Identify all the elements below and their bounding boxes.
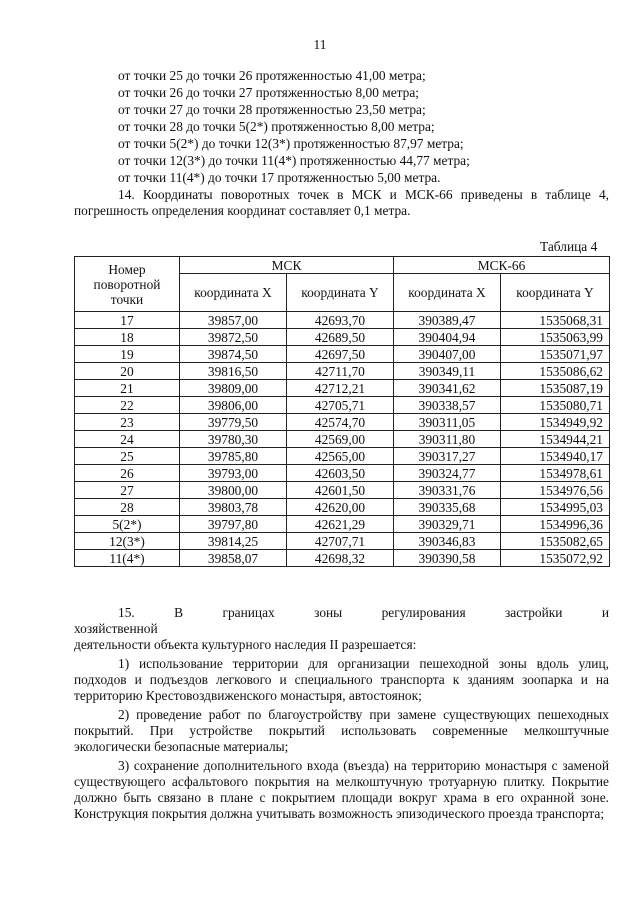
cell-msk-x: 39874,50 [180,346,287,363]
cell-msk66-x: 390311,05 [394,414,501,431]
cell-msk66-y: 1535080,71 [501,397,610,414]
cell-msk66-x: 390407,00 [394,346,501,363]
cell-msk-x: 39780,30 [180,431,287,448]
col-point-header [75,257,180,312]
segment-line: от точки 12(3*) до точки 11(4*) протяженностью 44,77 метра; [118,153,470,168]
table-row [75,363,610,380]
cell-msk66-y: 1535063,99 [501,329,610,346]
cell-msk66-x: 390389,47 [394,312,501,329]
cell-msk66-x: 390341,62 [394,380,501,397]
cell-msk66-x: 390324,77 [394,465,501,482]
cell-msk-y: 42698,32 [287,550,394,567]
table-row [75,499,610,516]
segment-line: от точки 11(4*) до точки 17 протяженностью 5,00 метра. [118,170,441,185]
col-header-msk-y: координата Y [287,274,394,312]
cell-point: 26 [75,465,180,482]
cell-point: 24 [75,431,180,448]
page-number: 11 [313,37,327,52]
cell-msk66-x: 390331,76 [394,482,501,499]
cell-msk66-x: 390346,83 [394,533,501,550]
cell-msk66-y: 1534940,17 [501,448,610,465]
cell-msk66-y: 1535068,31 [501,312,610,329]
cell-msk66-y: 1534995,03 [501,499,610,516]
paragraph-14-line-2: погрешность определения координат составляет 0,1 метра. [74,203,411,218]
cell-msk-x: 39797,80 [180,516,287,533]
cell-point: 20 [75,363,180,380]
cell-msk66-y: 1534978,61 [501,465,610,482]
table-row [75,465,610,482]
segment-line: от точки 25 до точки 26 протяженностью 41,00 метра; [118,68,426,83]
cell-msk-x: 39816,50 [180,363,287,380]
paragraph-14-line-1: 14. Координаты поворотных точек в МСК и МСК-66 приведены в таблице 4, [118,187,609,202]
coordinates-table [74,256,610,567]
table-caption: Таблица 4 [540,239,598,254]
cell-point: 22 [75,397,180,414]
table-row [75,516,610,533]
col-point-header-line: поворотной [93,276,161,292]
cell-msk-y: 42705,71 [287,397,394,414]
table-row [75,533,610,550]
table-row [75,431,610,448]
cell-msk-x: 39806,00 [180,397,287,414]
table-row [75,482,610,499]
cell-msk-y: 42620,00 [287,499,394,516]
cell-msk-x: 39872,50 [180,329,287,346]
cell-point: 28 [75,499,180,516]
cell-msk-y: 42711,70 [287,363,394,380]
cell-point: 12(3*) [75,533,180,550]
cell-msk66-y: 1534944,21 [501,431,610,448]
segment-line: от точки 27 до точки 28 протяженностью 23,50 метра; [118,102,426,117]
paragraph-15 [74,605,609,825]
cell-msk66-x: 390317,27 [394,448,501,465]
cell-msk-y: 42707,71 [287,533,394,550]
group-header-msk66: МСК-66 [394,257,610,274]
col-header-msk-x: координата X [180,274,287,312]
col-header-msk66-y: координата Y [501,274,610,312]
segment-line: от точки 5(2*) до точки 12(3*) протяженностью 87,97 метра; [118,136,464,151]
cell-msk66-x: 390390,58 [394,550,501,567]
cell-point: 17 [75,312,180,329]
cell-point: 27 [75,482,180,499]
segment-line: от точки 26 до точки 27 протяженностью 8,00 метра; [118,85,420,100]
cell-msk-x: 39858,07 [180,550,287,567]
cell-msk66-y: 1535086,62 [501,363,610,380]
table-row [75,550,610,567]
cell-msk66-x: 390404,94 [394,329,501,346]
cell-msk66-x: 390349,11 [394,363,501,380]
cell-msk-y: 42574,70 [287,414,394,431]
cell-msk-x: 39809,00 [180,380,287,397]
table-row [75,346,610,363]
cell-point: 18 [75,329,180,346]
cell-point: 19 [75,346,180,363]
cell-msk66-x: 390338,57 [394,397,501,414]
cell-msk-y: 42621,29 [287,516,394,533]
cell-point: 25 [75,448,180,465]
cell-msk-y: 42697,50 [287,346,394,363]
cell-msk-y: 42601,50 [287,482,394,499]
cell-msk-y: 42603,50 [287,465,394,482]
paragraph-14 [74,187,609,219]
cell-point: 5(2*) [75,516,180,533]
cell-msk-x: 39779,50 [180,414,287,431]
paragraph-15-item-3: 3) сохранение дополнительного входа (въезда) на территорию монастыря с заменой существующего асфальтового покрытия на мелкоштучную тротуарную плитку. Покрытие должно быть связано в плане с покрытием площади вокруг храма в его охранной зоне. Конструкция покрытия должна учитывать возможность эпизодического проезда транспорта; [74,758,609,821]
cell-msk-x: 39803,78 [180,499,287,516]
cell-msk66-x: 390311,80 [394,431,501,448]
cell-msk-x: 39857,00 [180,312,287,329]
paragraph-15-item-1: 1) использование территории для организации пешеходной зоны вдоль улиц, подходов и подъездов легкового и специального транспорта к зданиям зоопарка и на территорию Крестовоздвиженского монастыря, автостоянок; [74,656,609,703]
cell-point: 21 [75,380,180,397]
table-row [75,329,610,346]
paragraph-15-line-1: 15. В границах зоны регулирования застройки и хозяйственной [74,605,609,636]
cell-msk66-x: 390335,68 [394,499,501,516]
cell-msk66-y: 1535082,65 [501,533,610,550]
table-row [75,448,610,465]
segment-list [118,68,618,187]
cell-point: 23 [75,414,180,431]
cell-msk66-y: 1534996,36 [501,516,610,533]
cell-msk66-y: 1535087,19 [501,380,610,397]
cell-msk-y: 42689,50 [287,329,394,346]
table-row [75,397,610,414]
cell-msk66-y: 1534976,56 [501,482,610,499]
cell-point: 11(4*) [75,550,180,567]
col-point-header-line: Номер [108,261,146,277]
group-header-msk: МСК [180,257,394,274]
cell-msk66-y: 1535071,97 [501,346,610,363]
cell-msk-y: 42565,00 [287,448,394,465]
cell-msk-y: 42712,21 [287,380,394,397]
table-row [75,312,610,329]
cell-msk-x: 39785,80 [180,448,287,465]
table-row [75,380,610,397]
paragraph-15-item-2: 2) проведение работ по благоустройству при замене существующих пешеходных покрытий. При устройстве покрытий использовать современные мелкоштучные экологически безопасные материалы; [74,707,609,754]
cell-msk-x: 39793,00 [180,465,287,482]
cell-msk-x: 39800,00 [180,482,287,499]
segment-line: от точки 28 до точки 5(2*) протяженностью 8,00 метра; [118,119,435,134]
cell-msk66-y: 1535072,92 [501,550,610,567]
col-header-msk66-x: координата X [394,274,501,312]
cell-msk-y: 42693,70 [287,312,394,329]
cell-msk-y: 42569,00 [287,431,394,448]
col-point-header-line: точки [110,291,144,307]
cell-msk66-x: 390329,71 [394,516,501,533]
paragraph-15-line-2: деятельности объекта культурного наследия II разрешается: [74,637,417,652]
cell-msk66-y: 1534949,92 [501,414,610,431]
table-row [75,414,610,431]
cell-msk-x: 39814,25 [180,533,287,550]
